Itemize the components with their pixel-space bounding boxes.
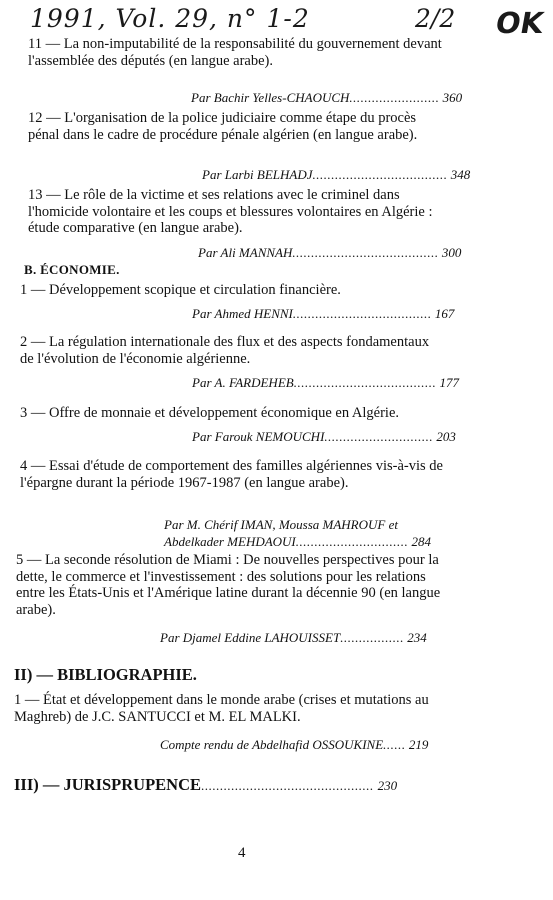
entry-page: 177 xyxy=(439,375,459,390)
toc-entry xyxy=(28,36,448,69)
entry-author: Par Djamel Eddine LAHOUISSET xyxy=(160,630,341,645)
dot-leader: ...... xyxy=(383,737,406,752)
entry-number: 5 — xyxy=(16,552,42,568)
entry-author: Par Larbi BELHADJ xyxy=(202,167,313,182)
toc-entry xyxy=(28,187,448,237)
entry-title: Le rôle de la victime et ses relations avec le criminel dans l'homicide volontaire et les coups et blessures volontaires en Algérie : étude comparative (en langue arabe). xyxy=(28,187,433,236)
entry-author-line xyxy=(160,737,428,753)
section-heading-economie: B. ÉCONOMIE. xyxy=(24,262,120,277)
entry-page: 284 xyxy=(411,534,432,549)
entry-page: 348 xyxy=(450,167,471,182)
entry-number: 12 — xyxy=(28,110,61,126)
entry-author-line xyxy=(164,534,431,550)
entry-number: 11 — xyxy=(28,36,61,52)
dot-leader: ........................ xyxy=(349,90,440,105)
entry-number: 13 — xyxy=(28,187,61,203)
handwritten-fraction: 2/2 xyxy=(415,4,456,33)
entry-number: 2 — xyxy=(20,334,46,350)
dot-leader: .................................... xyxy=(312,167,448,182)
entry-author: Abdelkader MEHDAOUI xyxy=(164,534,296,549)
toc-entry xyxy=(20,282,440,299)
handwritten-ok-mark: OK xyxy=(493,6,547,40)
dot-leader: ....................................... xyxy=(292,245,439,260)
entry-author: Par Farouk NEMOUCHI xyxy=(192,429,325,444)
entry-page: 203 xyxy=(436,429,456,444)
entry-title: État et développement dans le monde arabe (crises et mutations au Maghreb) de J.C. SANTUCCI et M. EL MALKI. xyxy=(14,692,429,725)
dot-leader: ...................................... xyxy=(293,375,437,390)
entry-author-first: Par M. Chérif IMAN, Moussa MAHROUF et xyxy=(164,517,398,532)
entry-title: La régulation internationale des flux et des aspects fondamentaux de l'évolution de l'économie algérienne. xyxy=(20,334,430,367)
entry-author-line xyxy=(192,306,454,322)
page-number: 4 xyxy=(238,845,246,861)
entry-title: Essai d'étude de comportement des familles algériennes vis-à-vis de l'épargne durant la période 1967-1987 (en langue arabe). xyxy=(20,458,443,491)
entry-author: Compte rendu de Abdelhafid OSSOUKINE xyxy=(160,737,384,752)
entry-number: 1 — xyxy=(20,282,46,298)
entry-title: La non-imputabilité de la responsabilité du gouvernement devant l'assemblée des députés (en langue arabe). xyxy=(28,36,442,69)
entry-author-line xyxy=(192,429,456,445)
toc-entry xyxy=(16,552,444,618)
dot-leader: ..................................... xyxy=(292,306,432,321)
entry-author: Par Bachir Yelles-CHAOUCH xyxy=(191,90,350,105)
toc-entry xyxy=(20,334,445,367)
entry-title: La seconde résolution de Miami : De nouvelles perspectives pour la dette, le commerce et l'investissement : des solutions pour les relations entre les États-Unis et l'Amérique latine durant la décennie 90 (en langue arabe). xyxy=(16,552,441,618)
entry-number: 3 — xyxy=(20,405,46,421)
handwritten-reference: 1991, Vol. 29, n° 1-2 xyxy=(30,4,310,33)
entry-author-line xyxy=(192,375,459,391)
entry-author: Par A. FARDEHEB xyxy=(192,375,294,390)
entry-page: 167 xyxy=(434,306,455,321)
entry-author-line xyxy=(202,167,470,183)
entry-author-line xyxy=(198,245,461,261)
entry-author-line xyxy=(191,90,462,106)
entry-author: Par Ali MANNAH xyxy=(198,245,293,260)
section-heading-jurisprudence xyxy=(14,775,397,795)
entry-page: 234 xyxy=(407,630,427,645)
section-label: III) — JURISPRUPENCE xyxy=(14,775,202,794)
section-heading-bibliographie: II) — BIBLIOGRAPHIE. xyxy=(14,665,197,684)
entry-page: 300 xyxy=(441,245,462,260)
entry-author-line xyxy=(160,630,427,646)
dot-leader: ............................. xyxy=(324,429,434,444)
entry-number: 4 — xyxy=(20,458,46,474)
toc-entry xyxy=(28,110,448,143)
entry-title: Offre de monnaie et développement économique en Algérie. xyxy=(49,405,400,421)
toc-entry xyxy=(14,692,450,725)
entry-page: 219 xyxy=(408,737,429,752)
dot-leader: .............................. xyxy=(295,534,409,549)
entry-page: 360 xyxy=(442,90,463,105)
entry-number: 1 — xyxy=(14,692,40,708)
toc-entry xyxy=(20,458,445,491)
entry-author: Par Ahmed HENNI xyxy=(192,306,293,321)
entry-title: L'organisation de la police judiciaire comme étape du procès pénal dans le cadre de procédure pénale algérien (en langue arabe). xyxy=(28,110,418,143)
entry-author-line-1 xyxy=(164,517,398,533)
dot-leader: ................. xyxy=(340,630,404,645)
entry-page: 230 xyxy=(377,778,398,793)
dot-leader: .............................................. xyxy=(201,778,374,793)
entry-title: Développement scopique et circulation financière. xyxy=(49,282,341,298)
toc-entry xyxy=(20,405,450,422)
